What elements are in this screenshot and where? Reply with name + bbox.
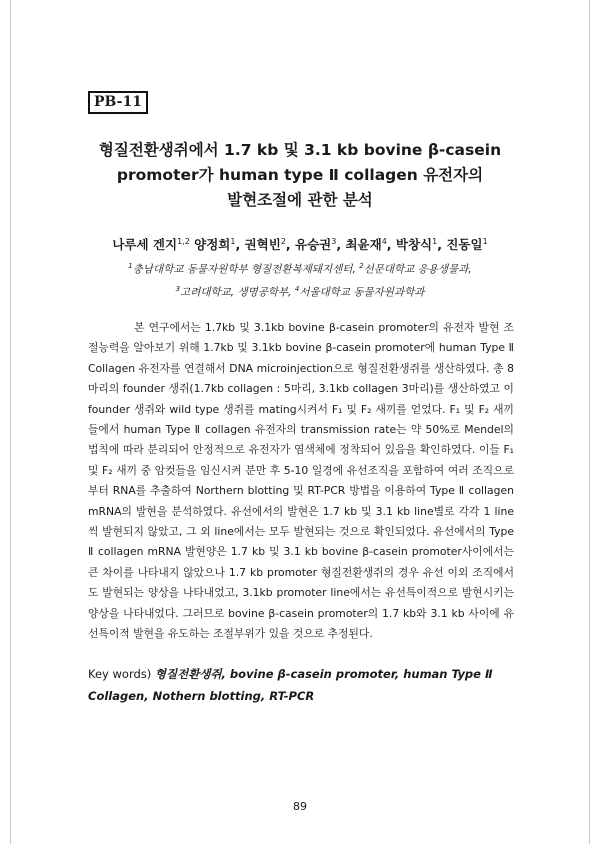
- author: [396, 237, 446, 252]
- affil-mark: 3: [175, 284, 181, 293]
- title-line: 형질전환생쥐에서 1.7 kb 및 3.1 kb bovine β-casein: [98, 141, 502, 159]
- abstract-paragraph: 본 연구에서는 1.7kb 및 3.1kb bovine β-casein promoter의 유전자 발현 조절능력을 알아보기 위해 1.7kb 및 3.1kb bovine β-casein promoter에 human Type Ⅱ Collagen 유전자를 연결해서 DNA microinjection으로 형질전환생쥐를 생산하였다. 총 8마리의 founder 생쥐(1.7kb collagen : 5마리, 3.1kb collagen 3마리)를 생산하였고 이 founder 생쥐와 wild type 생쥐를 mating시켜서 F₁ 및 F₂ 새끼를 얻었다. F₁ 및 F₂ 새끼들에서 human Type Ⅱ collagen 유전자의 transmission rate는 약 50%로 Mendel의 법칙에 따라 분리되어 안정적으로 유전자가 염색체에 정착되어 있음을 확인하였다. 이들 F₁ 및 F₂ 새끼 중 암컷들을 임신시켜 분만 후 5-10 일경에 유선조직을 포함하여 여러 조직으로부터 RNA를 추출하여 Northern blotting 및 RT-PCR 방법을 이용하여 Type Ⅱ collagen mRNA의 발현을 분석하였다. 유선에서의 발현은 1.7 kb 및 3.1 kb line별로 각각 1 line씩 발현되지 않았고, 그 외 line에서는 모두 발현되는 것으로 확인되었다. 유선에서의 Type Ⅱ collagen mRNA 발현양은 1.7 kb 및 3.1 kb bovine β-casein promoter사이에서는 큰 차이를 나타내지 않았으나 1.7 kb promoter 형질전환생쥐의 경우 유선 이외 조직에서도 발현되는 양상을 나타내었고, 3.1kb promoter line에서는 유선특이적으로 발현시키는 양상을 나타내었다. 그러므로 bovine β-casein promoter의 1.7 kb와 3.1 kb 사이에 유선특이적 발현을 유도하는 조절부위가 있을 것으로 추정된다.: [88, 321, 514, 641]
- author-affil-mark: 1: [230, 237, 236, 246]
- author-affil-mark: 1: [482, 237, 488, 246]
- author-affil-mark: 1,2: [177, 237, 190, 246]
- author: [112, 237, 194, 252]
- author-name: 최윤재: [345, 237, 382, 253]
- author-affil-mark: 3: [331, 237, 337, 246]
- author: [295, 237, 345, 252]
- affiliations: [70, 257, 530, 302]
- author-name: 나루세 겐지: [112, 237, 178, 253]
- author-list: [70, 233, 530, 254]
- abstract-code-box: [88, 91, 148, 114]
- affil-mark: 4: [294, 284, 300, 293]
- keywords-label: Key words): [88, 667, 152, 681]
- affiliation-text: 선문대학교 응용생물과,: [363, 263, 472, 276]
- affiliation-line: [70, 257, 530, 280]
- affil-mark: 2: [359, 262, 364, 270]
- affiliation-text: 서울대학교 동물자원과학과: [299, 286, 425, 298]
- author-separator: ,: [336, 237, 346, 253]
- author-affil-mark: 1: [432, 237, 438, 246]
- author-name: 진동일: [446, 237, 483, 253]
- author: [194, 237, 244, 252]
- author-name: 박창식: [395, 237, 433, 253]
- title-line: 발현조절에 관한 분석: [227, 191, 373, 209]
- affiliation-text: 고려대학교, 생명공학부,: [180, 286, 295, 298]
- abstract-body: [88, 318, 514, 645]
- paper-title: [80, 138, 520, 213]
- affiliation-text: 충남대학교 동물자원학부 형질전환복제돼지센터,: [132, 263, 360, 276]
- author: [245, 237, 295, 252]
- author: [345, 237, 395, 252]
- affil-mark: 1: [128, 262, 133, 270]
- page-number: 89: [293, 800, 307, 813]
- author-separator: ,: [437, 237, 447, 253]
- author-name: 양정희: [194, 237, 231, 253]
- author: [446, 237, 487, 252]
- title-line: promoter가 human type Ⅱ collagen 유전자의: [116, 166, 484, 184]
- author-separator: ,: [386, 237, 396, 253]
- author-name: 권혁빈: [244, 237, 281, 253]
- keywords: [88, 663, 514, 707]
- author-name: 유승권: [295, 237, 332, 253]
- author-separator: ,: [285, 237, 296, 253]
- affiliation-line: [70, 280, 530, 303]
- author-affil-mark: 2: [280, 237, 286, 246]
- author-affil-mark: 4: [381, 237, 387, 246]
- abstract-code: PB-11: [94, 94, 142, 110]
- keywords-list: 형질전환생쥐, bovine β-casein promoter, human Type Ⅱ Collagen, Nothern blotting, RT-PCR: [88, 667, 493, 703]
- author-separator: ,: [235, 237, 245, 253]
